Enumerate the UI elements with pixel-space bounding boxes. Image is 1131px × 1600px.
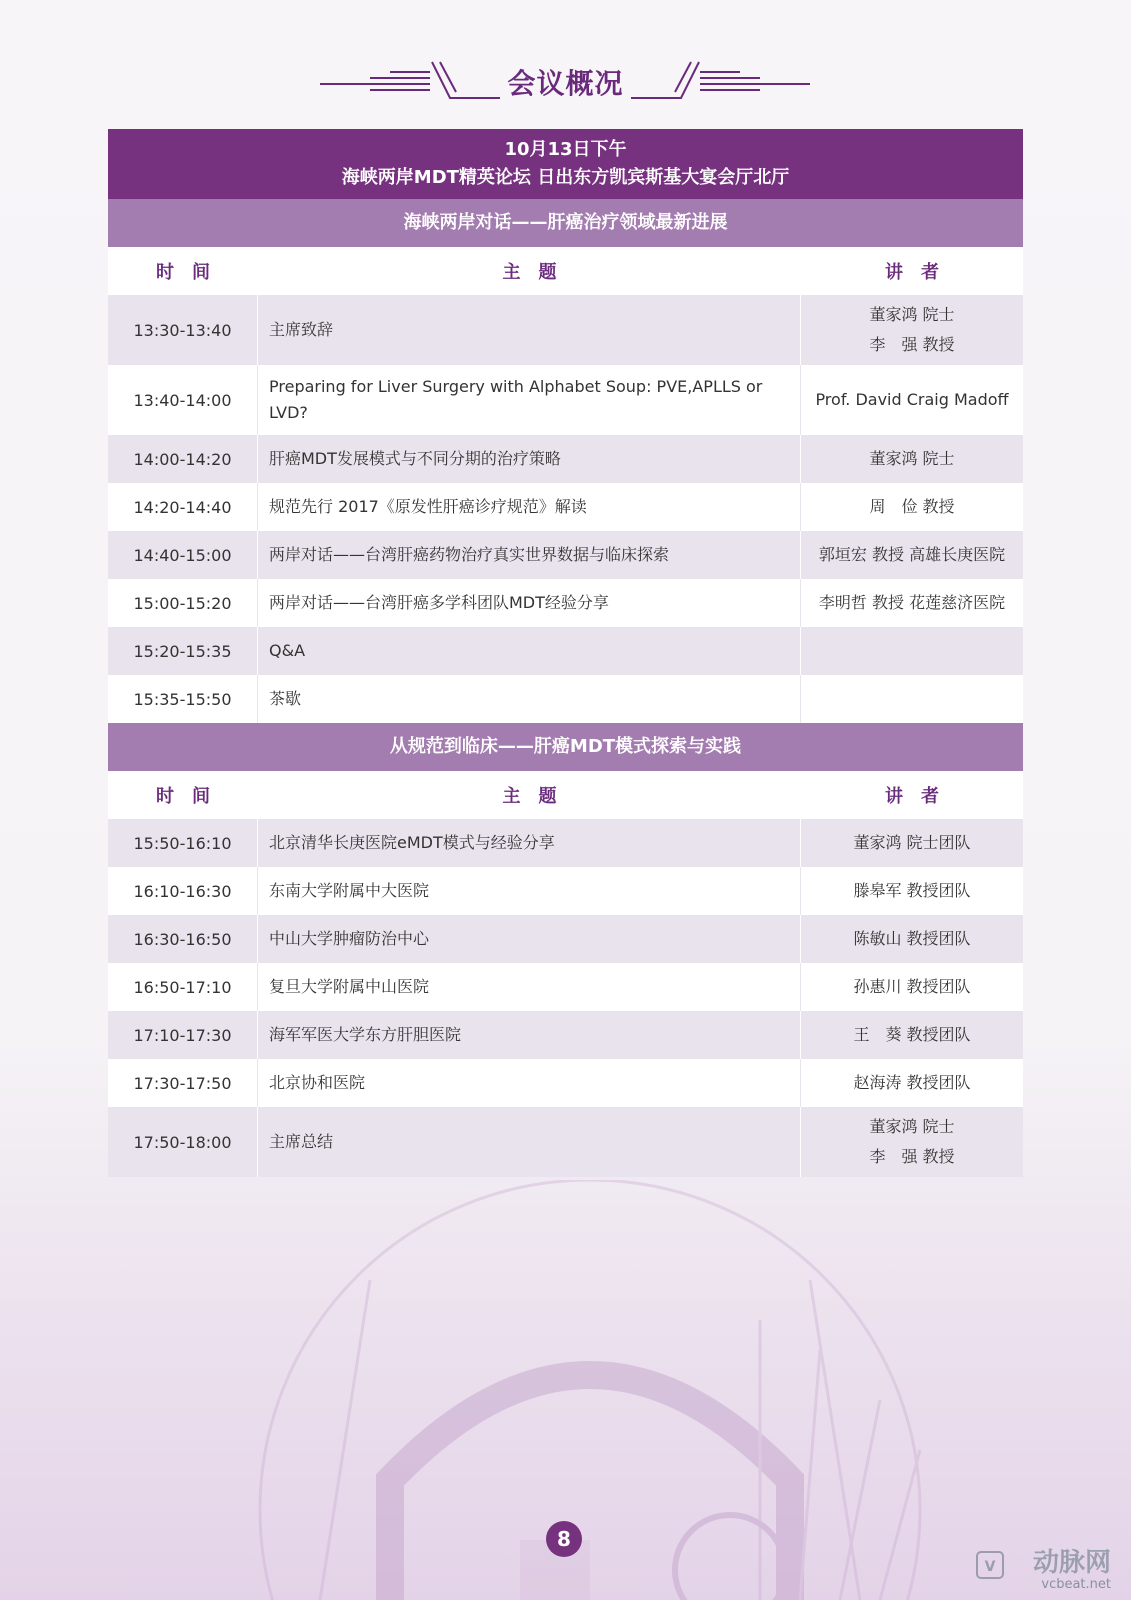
row-speaker <box>801 365 1023 435</box>
row-speaker <box>801 915 1023 963</box>
table-row <box>108 483 1023 531</box>
section-header: 海峡两岸对话——肝癌治疗领域最新进展 <box>108 199 1023 247</box>
row-time: 14:40-15:00 <box>108 531 258 579</box>
speaker-name: 董家鸿 院士 <box>869 449 955 468</box>
row-time: 17:30-17:50 <box>108 1059 258 1107</box>
watermark-brand: 动脉网 <box>1032 1548 1111 1578</box>
row-speaker <box>801 531 1023 579</box>
column-headers <box>108 247 1023 295</box>
column-headers <box>108 771 1023 819</box>
row-topic: 东南大学附属中大医院 <box>258 867 801 915</box>
column-header-speaker: 讲者 <box>885 786 957 807</box>
row-time: 14:20-14:40 <box>108 483 258 531</box>
background-building-illustration <box>200 1180 980 1600</box>
row-topic: 两岸对话——台湾肝癌药物治疗真实世界数据与临床探索 <box>258 531 801 579</box>
row-time: 15:20-15:35 <box>108 627 258 675</box>
row-time: 13:40-14:00 <box>108 365 258 435</box>
row-time: 16:10-16:30 <box>108 867 258 915</box>
speaker-name: 周 俭 教授 <box>869 497 955 516</box>
row-speaker <box>801 1107 1023 1177</box>
row-speaker <box>801 627 1023 675</box>
row-topic: 规范先行 2017《原发性肝癌诊疗规范》解读 <box>258 483 801 531</box>
row-topic: 肝癌MDT发展模式与不同分期的治疗策略 <box>258 435 801 483</box>
speaker-name: 滕皋军 教授团队 <box>853 881 971 900</box>
speaker-name: 赵海涛 教授团队 <box>853 1073 971 1092</box>
svg-text:V: V <box>984 1559 996 1575</box>
speaker-name: 董家鸿 院士团队 <box>853 833 971 852</box>
column-header-topic: 主题 <box>502 262 575 283</box>
row-topic: 北京清华长庚医院eMDT模式与经验分享 <box>258 819 801 867</box>
row-time: 15:35-15:50 <box>108 675 258 723</box>
watermark-url: vcbeat.net <box>1041 1577 1111 1592</box>
speaker-name: 李 强 教授 <box>869 1147 955 1166</box>
row-topic: 复旦大学附属中山医院 <box>258 963 801 1011</box>
row-topic: 北京协和医院 <box>258 1059 801 1107</box>
row-topic: 海军军医大学东方肝胆医院 <box>258 1011 801 1059</box>
speaker-name: 董家鸿 院士 <box>869 305 955 324</box>
row-topic: 茶歇 <box>258 675 801 723</box>
table-row <box>108 1107 1023 1177</box>
row-topic: Preparing for Liver Surgery with Alphabet Soup: PVE,APLLS or LVD? <box>258 365 801 435</box>
day-header-date: 10月13日下午 <box>504 139 627 160</box>
row-time: 15:00-15:20 <box>108 579 258 627</box>
column-header-time: 时间 <box>156 262 228 283</box>
row-speaker <box>801 579 1023 627</box>
table-row <box>108 819 1023 867</box>
speaker-name: 陈敏山 教授团队 <box>853 929 971 948</box>
page-number: 8 <box>546 1521 582 1557</box>
speaker-name: Prof. David Craig Madoff <box>815 390 1009 409</box>
row-topic: 主席总结 <box>258 1107 801 1177</box>
speaker-name: 李明哲 教授 花莲慈济医院 <box>818 593 1006 612</box>
page-title: 会议概况 <box>507 67 624 100</box>
table-row <box>108 915 1023 963</box>
agenda-table <box>108 129 1023 1177</box>
table-row <box>108 295 1023 365</box>
table-row <box>108 579 1023 627</box>
table-row <box>108 963 1023 1011</box>
row-speaker <box>801 867 1023 915</box>
row-speaker <box>801 1059 1023 1107</box>
column-header-topic: 主题 <box>502 786 575 807</box>
table-row <box>108 365 1023 435</box>
speaker-name: 郭垣宏 教授 高雄长庚医院 <box>818 545 1006 564</box>
row-time: 16:30-16:50 <box>108 915 258 963</box>
table-row <box>108 1059 1023 1107</box>
agenda-sections <box>108 199 1023 1177</box>
row-time: 17:10-17:30 <box>108 1011 258 1059</box>
row-topic: 两岸对话——台湾肝癌多学科团队MDT经验分享 <box>258 579 801 627</box>
row-topic: 中山大学肿瘤防治中心 <box>258 915 801 963</box>
table-row <box>108 867 1023 915</box>
watermark-text <box>1033 1549 1111 1592</box>
row-time: 13:30-13:40 <box>108 295 258 365</box>
speaker-name: 李 强 教授 <box>869 335 955 354</box>
table-row <box>108 675 1023 723</box>
row-speaker <box>801 963 1023 1011</box>
row-speaker <box>801 1011 1023 1059</box>
section-header: 从规范到临床——肝癌MDT模式探索与实践 <box>108 723 1023 771</box>
table-row <box>108 627 1023 675</box>
speaker-name: 孙惠川 教授团队 <box>853 977 971 996</box>
row-time: 14:00-14:20 <box>108 435 258 483</box>
row-speaker <box>801 295 1023 365</box>
row-time: 17:50-18:00 <box>108 1107 258 1177</box>
column-header-speaker: 讲者 <box>885 262 957 283</box>
column-header-time: 时间 <box>156 786 228 807</box>
row-speaker <box>801 483 1023 531</box>
speaker-name: 董家鸿 院士 <box>869 1117 955 1136</box>
row-speaker <box>801 675 1023 723</box>
day-header <box>108 129 1023 199</box>
row-time: 16:50-17:10 <box>108 963 258 1011</box>
table-row <box>108 435 1023 483</box>
row-time: 15:50-16:10 <box>108 819 258 867</box>
row-topic: 主席致辞 <box>258 295 801 365</box>
table-row <box>108 1011 1023 1059</box>
row-speaker <box>801 819 1023 867</box>
day-header-venue: 海峡两岸MDT精英论坛 日出东方凯宾斯基大宴会厅北厅 <box>341 167 790 188</box>
title-bar <box>0 58 1131 108</box>
table-row <box>108 531 1023 579</box>
row-speaker <box>801 435 1023 483</box>
speaker-name: 王 葵 教授团队 <box>853 1025 971 1044</box>
row-topic: Q&A <box>258 627 801 675</box>
